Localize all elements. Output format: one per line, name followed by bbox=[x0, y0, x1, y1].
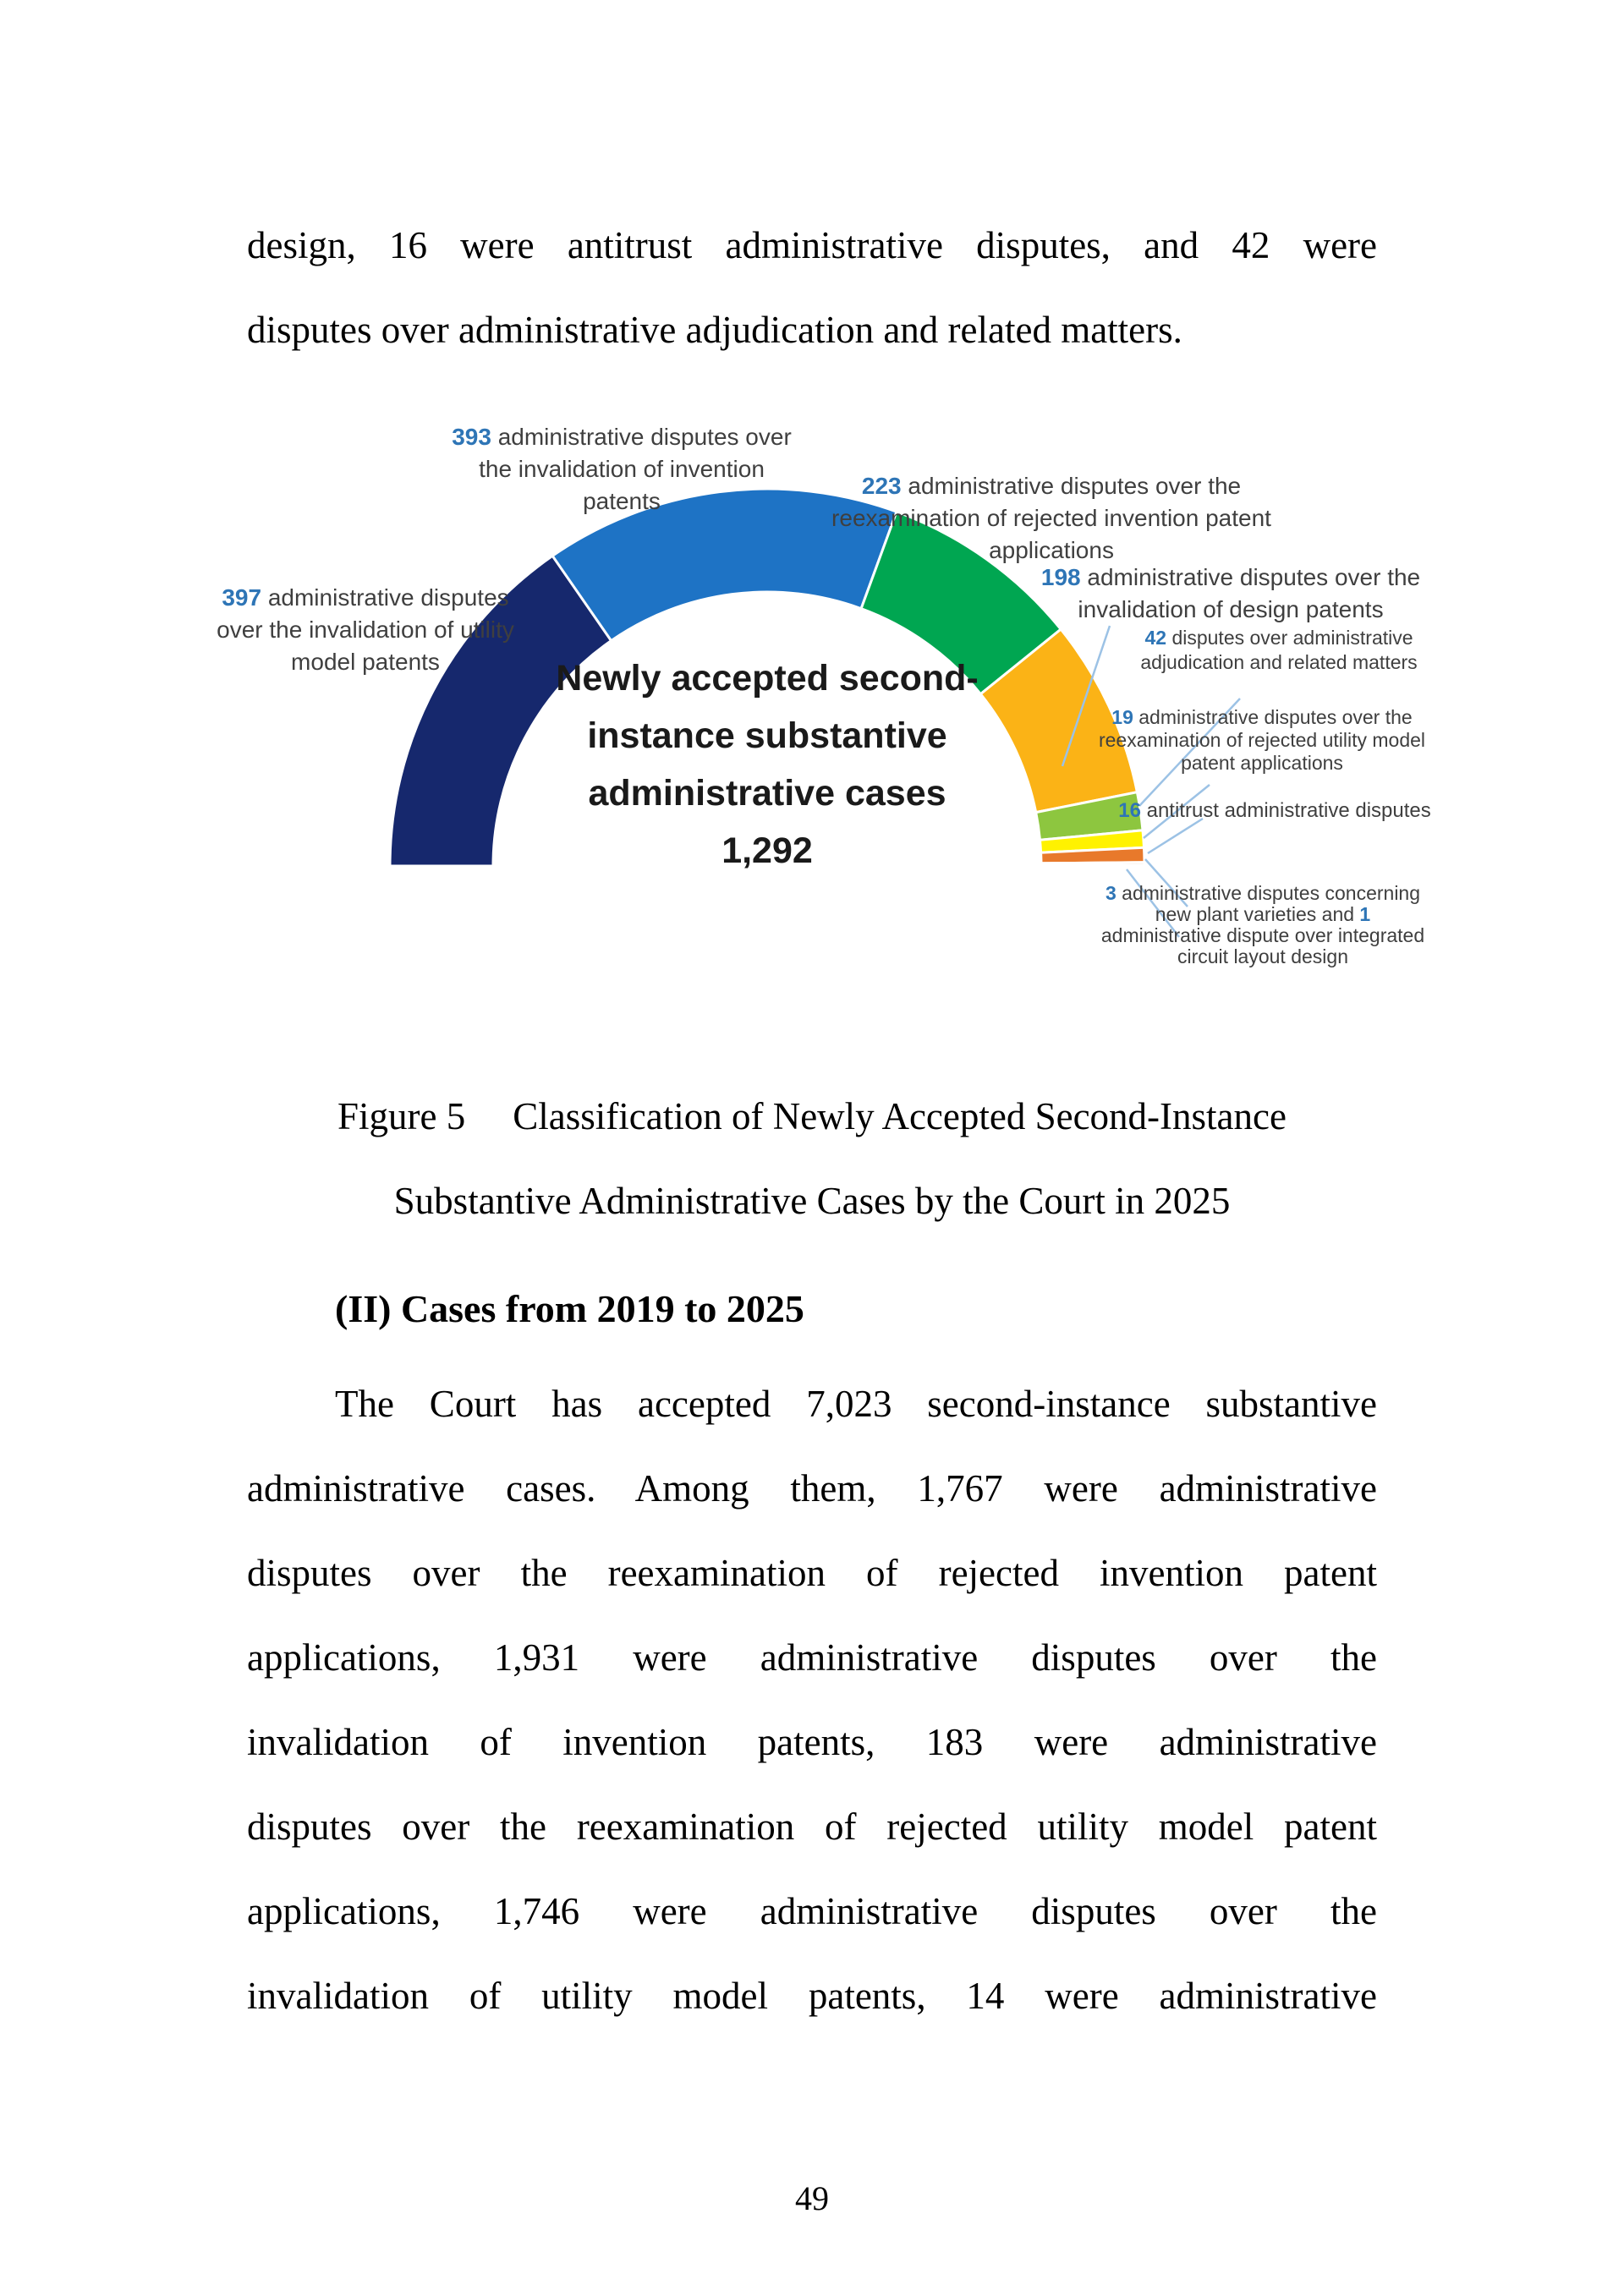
chart-label-223 bbox=[798, 470, 1305, 567]
paragraph-main bbox=[247, 1362, 1377, 2038]
chart-label-text: administrative disputes over the invalidation of utility model patents bbox=[217, 584, 514, 675]
chart-label-value: 1 bbox=[1359, 903, 1371, 925]
chart-label-value: 3 bbox=[1105, 882, 1116, 904]
chart-label-value: 198 bbox=[1040, 564, 1081, 590]
figure-caption-line: Substantive Administrative Cases by the Court in 2025 bbox=[393, 1180, 1231, 1222]
chart-label-text: administrative disputes concerning new plant varieties and bbox=[1116, 882, 1421, 925]
paragraph-line: disputes over the reexamination of rejected utility model patent bbox=[247, 1806, 1377, 1848]
chart-center-title-line: administrative cases bbox=[588, 773, 946, 814]
paragraph-line: disputes over administrative adjudication and related matters. bbox=[247, 309, 1182, 351]
chart-label-value: 393 bbox=[452, 424, 491, 450]
chart-label-3-1 bbox=[1094, 883, 1432, 967]
chart-leader-line bbox=[1148, 819, 1203, 853]
figure-number-label: Figure 5 bbox=[337, 1095, 466, 1137]
section-heading bbox=[247, 1267, 1377, 1351]
paragraph-line: The Court has accepted 7,023 second-instance substantive bbox=[335, 1383, 1377, 1425]
page-number: 49 bbox=[795, 2179, 829, 2217]
chart-label-42 bbox=[1114, 626, 1444, 675]
paragraph-line: applications, 1,746 were administrative disputes over the bbox=[247, 1890, 1377, 1932]
chart-label-text: administrative disputes over the reexamination of rejected utility model patent applications bbox=[1098, 706, 1426, 774]
chart-label-text: administrative disputes over the invalidation of invention patents bbox=[479, 424, 792, 514]
chart-label-text: administrative disputes over the reexamination of rejected invention patent applications bbox=[831, 473, 1271, 563]
chart-label-value: 42 bbox=[1144, 627, 1167, 649]
figure-caption-line bbox=[247, 1074, 1377, 1159]
chart-label-text: administrative dispute over integrated circuit layout design bbox=[1100, 924, 1425, 967]
paragraph-line: invalidation of invention patents, 183 were administrative bbox=[247, 1721, 1377, 1763]
chart-center-title-line: instance substantive bbox=[587, 715, 947, 756]
figure-caption-text: Classification of Newly Accepted Second-Instance bbox=[513, 1095, 1287, 1137]
chart-center-title-line: Newly accepted second- bbox=[556, 658, 979, 699]
figure-caption bbox=[247, 1074, 1377, 1243]
chart-label-16 bbox=[1097, 798, 1452, 823]
paragraph-line: administrative cases. Among them, 1,767 were administrative bbox=[247, 1467, 1377, 1510]
chart-label-397 bbox=[200, 582, 530, 678]
chart-label-text: administrative disputes over the invalidation of design patents bbox=[1078, 564, 1421, 622]
paragraph-line: disputes over the reexamination of rejected invention patent bbox=[247, 1552, 1377, 1594]
paragraph-line: invalidation of utility model patents, 14 were administrative bbox=[247, 1975, 1377, 2017]
chart-label-393 bbox=[440, 421, 804, 518]
paragraph-line: design, 16 were antitrust administrative disputes, and 42 were bbox=[247, 224, 1377, 266]
chart-label-value: 397 bbox=[222, 584, 262, 611]
paragraph-line: applications, 1,931 were administrative disputes over the bbox=[247, 1636, 1377, 1679]
chart-center-total: 1,292 bbox=[721, 830, 813, 871]
section-heading-text: (II) Cases from 2019 to 2025 bbox=[335, 1287, 804, 1330]
chart-label-19 bbox=[1097, 706, 1427, 775]
chart-label-text: antitrust administrative disputes bbox=[1140, 799, 1431, 822]
chart-center-title bbox=[530, 649, 1004, 879]
chart-label-value: 19 bbox=[1111, 706, 1133, 728]
chart-label-text: disputes over administrative adjudication and related matters bbox=[1140, 627, 1418, 673]
chart-label-value: 223 bbox=[861, 473, 902, 499]
chart-segment-1 bbox=[1041, 865, 1144, 866]
chart-label-198 bbox=[994, 562, 1468, 626]
chart-label-value: 16 bbox=[1118, 799, 1141, 822]
